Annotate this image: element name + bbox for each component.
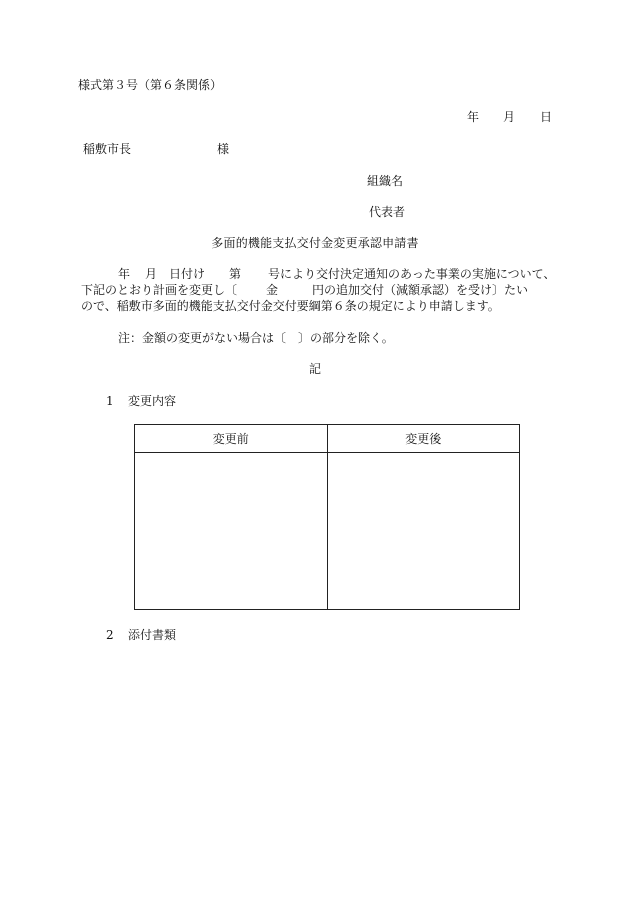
section-1-number: 1	[106, 394, 114, 408]
body-line-2-start: 下記のとおり計画を変更し〔	[81, 283, 238, 297]
body-line-1-rest: 号により交付決定通知のあった事業の実施について、	[268, 267, 556, 281]
ki-heading: 記	[308, 362, 321, 376]
column-header-before: 変更前	[135, 425, 328, 453]
document-title: 多面的機能支払交付金変更承認申請書	[211, 236, 419, 250]
section-1-label: 変更内容	[128, 394, 177, 408]
section-2-label: 添付書類	[128, 628, 177, 642]
organization-label: 組織名	[367, 174, 404, 188]
body-dai: 第	[229, 267, 242, 281]
section-2-number: 2	[106, 628, 114, 642]
body-kin: 金	[266, 283, 279, 297]
date-day-label: 日	[540, 110, 553, 124]
recipient-honorific: 様	[217, 142, 230, 156]
body-month: 月	[145, 267, 158, 281]
recipient-name: 稲敷市長	[83, 142, 132, 156]
representative-label: 代表者	[369, 205, 406, 219]
column-header-after: 変更後	[327, 425, 520, 453]
body-line-2-rest: 円の追加交付（減額承認）を受け〕たい	[312, 283, 529, 297]
date-year-label: 年	[467, 110, 480, 124]
change-contents-table	[134, 424, 520, 610]
note: 注：金額の変更がない場合は〔 〕の部分を除く。	[118, 331, 394, 345]
cell-after	[327, 453, 520, 610]
cell-before	[135, 453, 328, 610]
date-month-label: 月	[503, 110, 516, 124]
body-year: 年	[118, 267, 131, 281]
body-line-3: ので、稲敷市多面的機能支払交付金交付要綱第６条の規定により申請します。	[81, 299, 500, 313]
form-number: 様式第３号（第６条関係）	[78, 78, 223, 92]
body-day-dated: 日付け	[169, 267, 206, 281]
